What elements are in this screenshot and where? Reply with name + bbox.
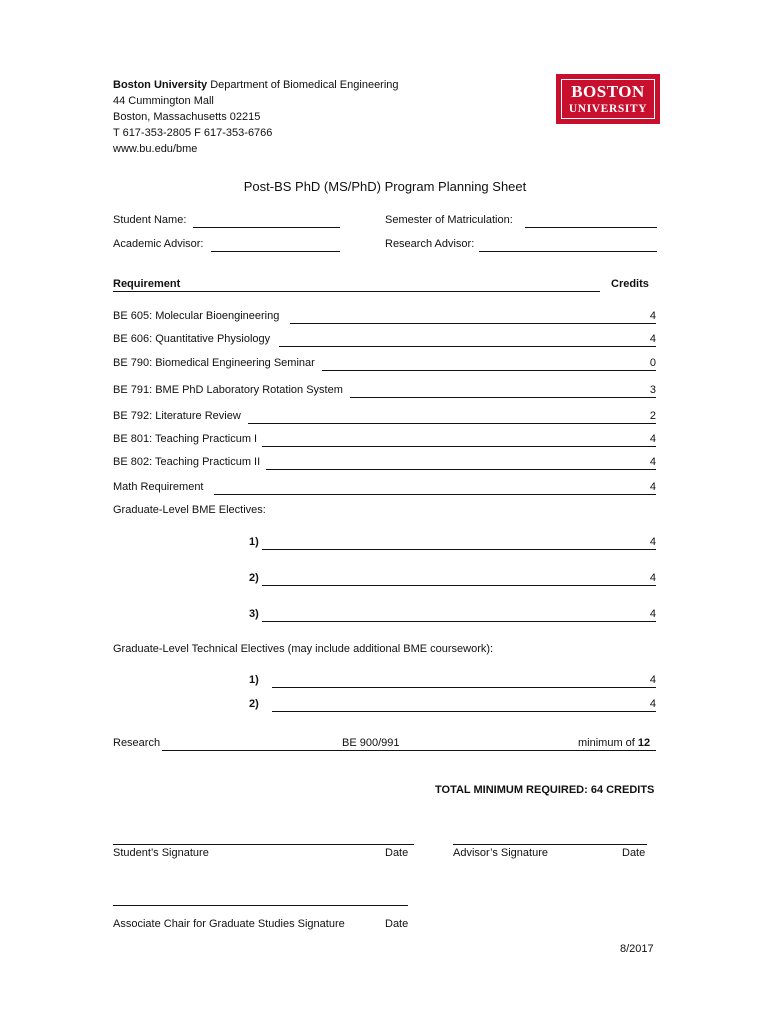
course-label: BE 790: Biomedical Engineering Seminar [113,357,315,369]
semester-label: Semester of Matriculation: [385,214,513,226]
course-credits: 4 [649,481,656,493]
boston-university-logo [556,74,660,124]
tech-elective-2-field[interactable] [272,711,656,712]
phone-fax: T 617-353-2805 F 617-353-6766 [113,127,273,139]
course-credits: 2 [649,410,656,422]
tech-elective-1-field[interactable] [272,687,656,688]
course-label: BE 606: Quantitative Physiology [113,333,271,345]
academic-advisor-label: Academic Advisor: [113,238,204,250]
course-label: BE 792: Literature Review [113,410,241,422]
website: www.bu.edu/bme [113,143,198,155]
total-required: TOTAL MINIMUM REQUIRED: 64 CREDITS [435,784,655,796]
student-name-field[interactable] [193,227,340,228]
chair-date-label: Date [385,918,409,930]
course-credits: 4 [649,456,656,468]
requirement-header: Requirement [113,278,181,290]
tech-electives-heading: Graduate-Level Technical Electives (may include additional BME coursework): [113,643,494,655]
advisor-signature-label: Advisor’s Signature [453,847,548,859]
research-minimum-value: 12 [637,737,651,749]
course-line [214,494,656,495]
course-label: BE 791: BME PhD Laboratory Rotation System [113,384,343,396]
course-line [248,423,656,424]
student-date-label: Date [385,847,409,859]
research-course: BE 900/991 [342,737,400,749]
course-line [266,469,656,470]
semester-field[interactable] [525,227,657,228]
bme-elective-2-field[interactable] [262,585,656,586]
bme-elective-1-field[interactable] [262,549,656,550]
course-credits: 0 [649,357,656,369]
address-line-1: 44 Cummington Mall [113,95,214,107]
logo-line-1: BOSTON [571,82,645,101]
elective-number: 2) [249,698,259,710]
credits-header: Credits [611,278,649,290]
research-advisor-label: Research Advisor: [385,238,475,250]
course-line [279,346,656,347]
course-label: BE 801: Teaching Practicum I [113,433,258,445]
research-advisor-field[interactable] [479,251,657,252]
course-credits: 4 [649,333,656,345]
course-credits: 4 [649,310,656,322]
chair-signature-label: Associate Chair for Graduate Studies Signature [113,918,345,930]
course-label: Math Requirement [113,481,204,493]
logo-line-2: UNIVERSITY [568,103,648,115]
letterhead [113,77,399,157]
research-minimum-label: minimum of [578,737,638,749]
elective-number: 1) [249,674,259,686]
advisor-signature-field[interactable] [453,844,647,845]
bme-electives-heading: Graduate-Level BME Electives: [113,504,266,516]
course-credits: 4 [649,433,656,445]
elective-credits: 4 [649,608,656,620]
org-name-department: Department of Biomedical Engineering [207,79,399,91]
revision-date: 8/2017 [620,943,654,955]
elective-credits: 4 [649,536,656,548]
page-title: Post-BS PhD (MS/PhD) Program Planning Sheet [243,179,527,194]
bme-elective-3-field[interactable] [262,621,656,622]
elective-number: 2) [249,572,259,584]
student-name-label: Student Name: [113,214,187,226]
course-line [322,370,656,371]
address-line-2: Boston, Massachusetts 02215 [113,111,261,123]
elective-credits: 4 [649,572,656,584]
advisor-date-label: Date [622,847,646,859]
course-credits: 3 [649,384,656,396]
academic-advisor-field[interactable] [211,251,340,252]
course-line [262,446,656,447]
org-name-bold: Boston University [113,79,208,91]
chair-signature-field[interactable] [113,905,408,906]
org-name [113,77,399,93]
elective-credits: 4 [649,674,656,686]
student-signature-label: Student’s Signature [113,847,209,859]
elective-number: 3) [249,608,259,620]
student-signature-field[interactable] [113,844,414,845]
course-line [350,397,656,398]
elective-number: 1) [249,536,259,548]
research-label: Research [113,737,161,749]
course-label: BE 605: Molecular Bioengineering [113,310,280,322]
elective-credits: 4 [649,698,656,710]
course-label: BE 802: Teaching Practicum II [113,456,261,468]
research-minimum [578,737,650,749]
requirement-header-line [113,291,600,292]
research-field[interactable] [162,750,656,751]
course-line [290,323,656,324]
